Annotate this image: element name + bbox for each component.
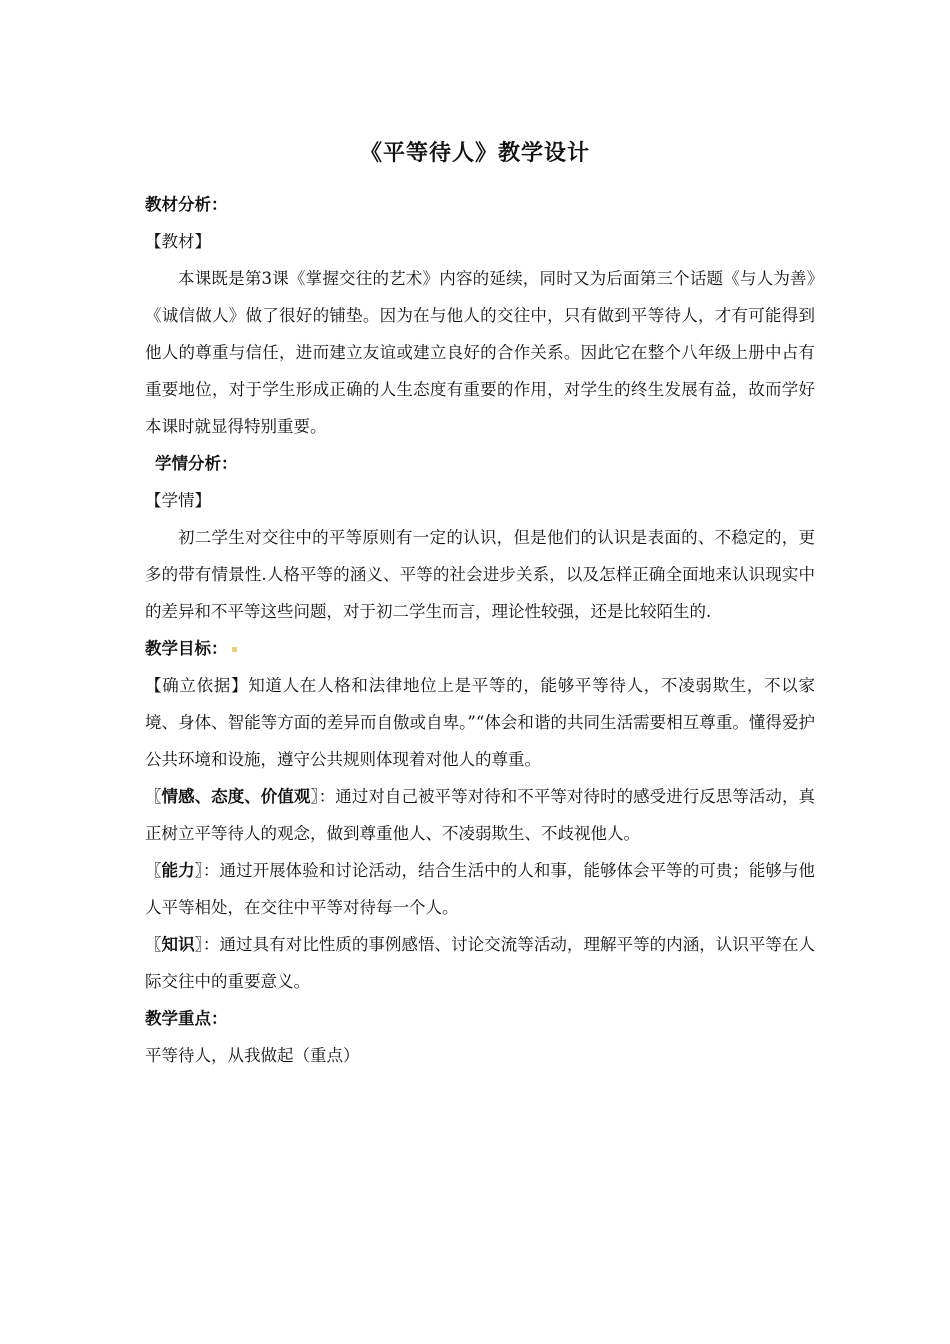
knowledge-label: 知识 [161,935,195,954]
attitude-close-bracket: 〗： [310,787,336,806]
key-points-text: 平等待人，从我做起（重点） [145,1046,360,1065]
section-heading-textbook-analysis: 教材分析： [145,195,228,214]
section-heading-objectives [145,630,815,667]
student-paragraph: 初二学生对交往中的平等原则有一定的认识，但是他们的认识是表面的、不稳定的，更多的带有情景性.人格平等的涵义、平等的社会进步关系，以及怎样正确全面地来认识现实中的差异和不平等这些问题，对于初二学生而言，理论性较强，还是比较陌生的. [145,528,815,621]
section-heading-key-points: 教学重点： [145,1009,228,1028]
textbook-paragraph: 本课既是第3课《掌握交往的艺术》内容的延续，同时又为后面第三个话题《与人为善》《诚信做人》做了很好的铺垫。因为在与他人的交往中，只有做到平等待人，才有可能得到他人的尊重与信任，进而建立友谊或建立良好的合作关系。因此它在整个八年级上册中占有重要地位，对于学生形成正确的人生态度有重要的作用，对学生的终生发展有益，故而学好本课时就显得特别重要。 [145,269,815,436]
attitude-label: 情感、态度、价值观 [161,787,311,806]
ability-paragraph [145,852,815,926]
attitude-text: 通过对自己被平等对待和不平等对待时的感受进行反思等活动，真正树立平等待人的观念，做到尊重他人、不凌弱欺生、不歧视他人。 [145,787,816,843]
ability-label: 能力 [161,861,195,880]
basis-paragraph [145,667,815,778]
document-title: 《平等待人》教学设计 [359,140,590,166]
student-label: 【学情】 [145,491,211,510]
attitude-open-bracket: 〖 [145,787,162,806]
section-heading-student-analysis: 学情分析： [155,454,238,473]
knowledge-text: 通过具有对比性质的事例感悟、讨论交流等活动，理解平等的内涵，认识平等在人际交往中的重要意义。 [145,935,816,991]
knowledge-paragraph [145,926,815,1000]
knowledge-close-bracket: 〗： [194,935,220,954]
annotation-mark [232,647,237,652]
attitude-paragraph [145,778,815,852]
knowledge-open-bracket: 〖 [145,935,162,954]
ability-open-bracket: 〖 [145,861,162,880]
basis-text: 知道人在人格和法律地位上是平等的，能够平等待人，不凌弱欺生，不以家境、身体、智能等方面的差异而自傲或自卑。”“体会和谐的共同生活需要相互尊重。懂得爱护公共环境和设施，遵守公共规则体现着对他人的尊重。 [145,676,816,769]
objectives-heading-text: 教学目标： [145,639,228,658]
basis-label: 【确立依据】 [145,676,249,695]
ability-text: 通过开展体验和讨论活动，结合生活中的人和事，能够体会平等的可贵；能够与他人平等相处，在交往中平等对待每一个人。 [145,861,816,917]
ability-close-bracket: 〗： [194,861,220,880]
document-body [145,186,815,1074]
textbook-label: 【教材】 [145,232,211,251]
